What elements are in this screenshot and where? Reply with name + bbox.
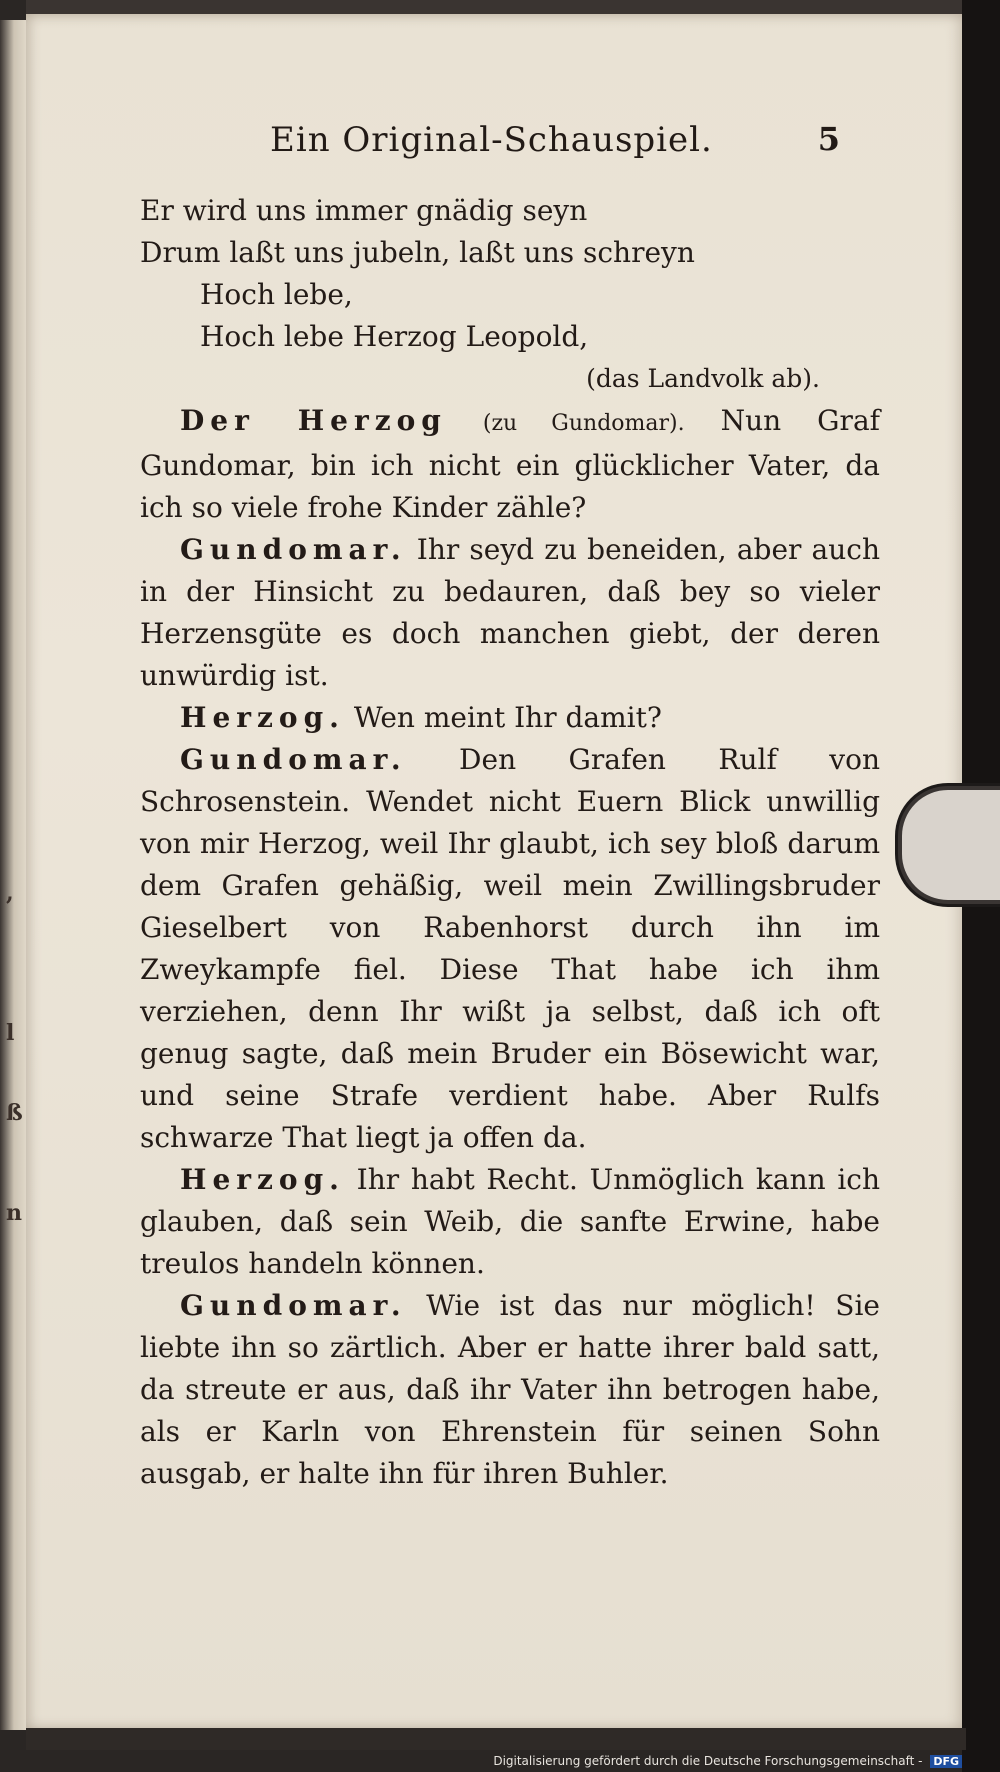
facing-page-fragment: , xyxy=(6,880,14,906)
dialogue-text: Nun Graf Gundomar, bin ich nicht ein glücklicher Vater, da ich so viele frohe Kinder zähle? xyxy=(140,404,880,524)
dialogue-paragraph xyxy=(140,739,880,1159)
verse-line: Hoch lebe Herzog Leopold, xyxy=(200,320,589,353)
running-title: Ein Original-Schauspiel. xyxy=(270,120,713,160)
dialogue-paragraph xyxy=(140,1285,880,1495)
speaker-name: Der Herzog xyxy=(180,404,447,437)
speaker-name: Gundomar. xyxy=(180,1289,407,1322)
scan-bottom-edge xyxy=(26,1728,966,1750)
stage-aside: (zu Gundomar). xyxy=(482,411,685,436)
song-verse xyxy=(140,190,880,400)
digitization-credit xyxy=(493,1754,962,1768)
page-number: 5 xyxy=(817,120,840,158)
speaker-name: Herzog. xyxy=(180,701,345,734)
dialogue-paragraph xyxy=(140,529,880,697)
facing-page-fragment: n xyxy=(6,1200,22,1226)
verse-line: Er wird uns immer gnädig seyn xyxy=(140,194,588,227)
dialogue-text: Wie ist das nur möglich! Sie liebte ihn so zärtlich. Aber er hatte ihrer bald satt, da streute er aus, daß ihr Vater ihn betrogen habe, als er Karln von Ehrenstein für seinen Sohn ausgab, er halte ihn für ihren Buhler. xyxy=(140,1289,880,1490)
dialogue-text: Den Grafen Rulf von Schrosenstein. Wendet nicht Euern Blick unwillig von mir Herzog, weil Ihr glaubt, ich sey bloß darum dem Grafen gehäßig, weil mein Zwillingsbruder Gieselbert von Rabenhorst durch ihn im Zweykampfe fiel. Diese That habe ich ihm verziehen, denn Ihr wißt ja selbst, daß ich oft genug sagte, daß mein Bruder ein Bösewicht war, und seine Strafe verdient habe. Aber Rulfs schwarze That liegt ja offen da. xyxy=(140,743,880,1154)
dfg-logo-icon: DFG xyxy=(930,1755,962,1768)
dialogue-paragraph xyxy=(140,1159,880,1285)
dialogue-text: Ihr habt Recht. Unmöglich kann ich glauben, daß sein Weib, die sanfte Erwine, habe treulos handeln können. xyxy=(140,1163,880,1280)
facing-page-fragment: ß xyxy=(6,1100,23,1126)
page-clip xyxy=(898,786,1000,904)
credit-text: Digitalisierung gefördert durch die Deutsche Forschungsgemeinschaft - xyxy=(493,1754,923,1768)
speaker-name: Gundomar. xyxy=(180,743,407,776)
verse-line: Hoch lebe, xyxy=(200,278,353,311)
page-header xyxy=(270,120,840,170)
dialogue-text: Wen meint Ihr damit? xyxy=(353,701,662,734)
speaker-name: Gundomar. xyxy=(180,533,407,566)
dialogue-text: Ihr seyd zu beneiden, aber auch in der Hinsicht zu bedauren, daß bey so vieler Herzensgüte es doch manchen giebt, der deren unwürdig ist. xyxy=(140,533,880,692)
dialogue-paragraph xyxy=(140,400,880,529)
speaker-name: Herzog. xyxy=(180,1163,345,1196)
verse-line: Drum laßt uns jubeln, laßt uns schreyn xyxy=(140,236,695,269)
dialogue-paragraph xyxy=(140,697,880,739)
facing-page-fragment: l xyxy=(6,1020,15,1046)
stage-direction: (das Landvolk ab). xyxy=(586,364,820,393)
page-body xyxy=(140,190,880,1495)
